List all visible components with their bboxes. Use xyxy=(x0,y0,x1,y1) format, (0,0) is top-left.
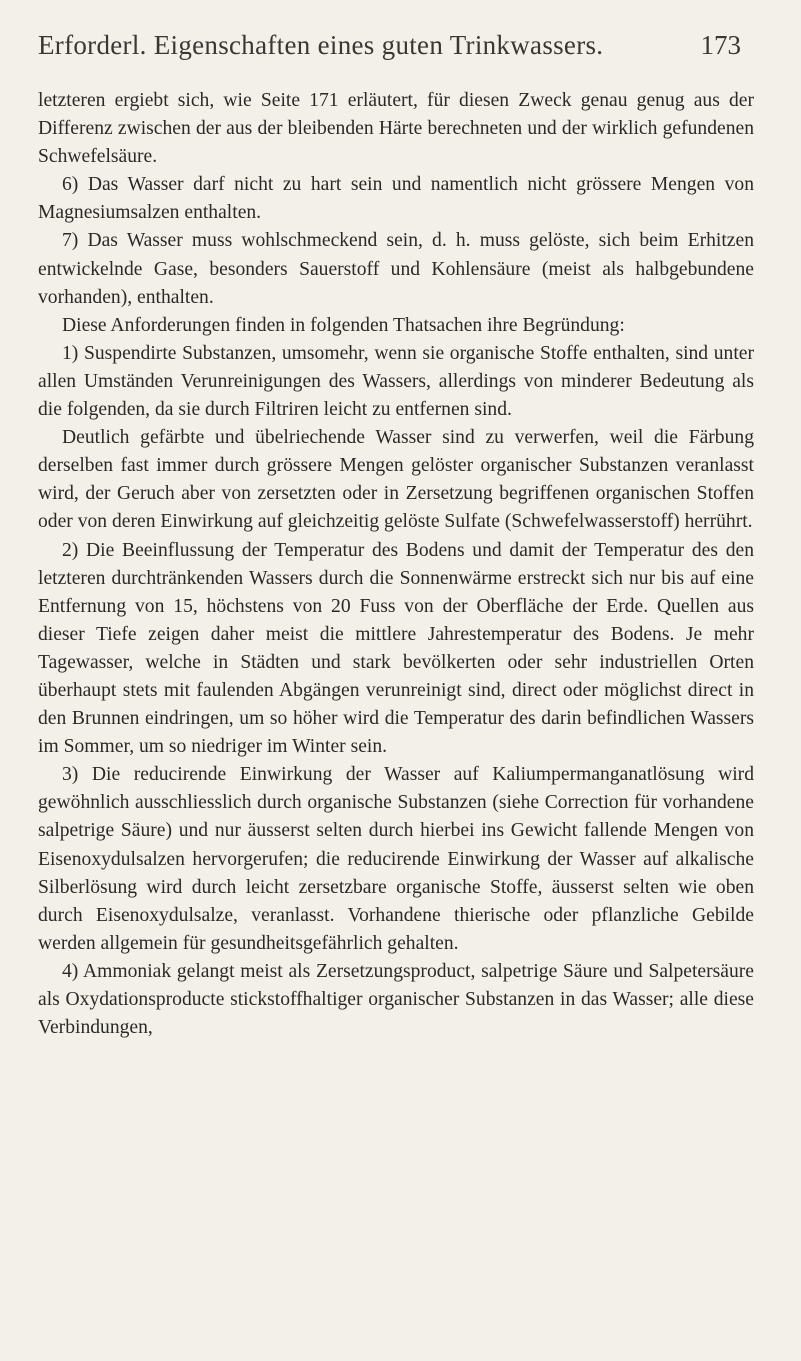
paragraph: 3) Die reducirende Einwirkung der Wasser auf Kaliumpermanganatlösung wird gewöhnlich ausschliesslich durch organische Substanzen (siehe Correction für vorhandene salpetrige Säure) und nur äusserst selten durch hierbei ins Gewicht fallende Mengen von Eisenoxydulsalzen hervorgerufen; die reducirende Einwirkung der Wasser auf alkalische Silberlösung wird durch leicht zersetzbare organische Stoffe, äusserst selten wie oben durch Eisenoxydulsalze, veranlasst. Vorhandene thierische oder pflanzliche Gebilde werden allgemein für gesundheitsgefährlich gehalten. xyxy=(38,764,754,954)
paragraph: 2) Die Beeinflussung der Temperatur des Bodens und damit der Temperatur des den letzteren durchtränkenden Wassers durch die Sonnenwärme erstreckt sich nur bis auf eine Entfernung von 15, höchstens von 20 Fuss von der Oberfläche der Erde. Quellen aus dieser Tiefe zeigen daher meist die mittlere Jahrestemperatur des Bodens. Je mehr Tagewasser, welche in Städten und stark bevölkerten oder sehr industriellen Orten überhaupt stets mit faulenden Abgängen verunreinigt sind, direct oder möglichst direct in den Brunnen eindringen, um so höher wird die Temperatur des darin befindlichen Wassers im Sommer, um so niedriger im Winter sein. xyxy=(38,539,754,758)
paragraph: 4) Ammoniak gelangt meist als Zersetzungsproduct, salpetrige Säure und Salpetersäure als Oxydationsproducte stickstoffhaltiger organischer Substanzen in das Wasser; alle diese Verbindungen, xyxy=(38,960,754,1039)
running-title: Erforderl. Eigenschaften eines guten Trinkwassers. xyxy=(38,30,604,60)
page-number: 173 xyxy=(700,30,741,60)
body-text xyxy=(38,87,754,1042)
paragraph: letzteren ergiebt sich, wie Seite 171 erläutert, für diesen Zweck genau genug aus der Differenz zwischen der aus der bleibenden Härte berechneten und der wirklich gefundenen Schwefelsäure. xyxy=(38,90,754,168)
paragraph: 6) Das Wasser darf nicht zu hart sein und namentlich nicht grössere Mengen von Magnesiumsalzen enthalten. xyxy=(38,174,754,224)
paragraph: 7) Das Wasser muss wohlschmeckend sein, d. h. muss gelöste, sich beim Erhitzen entwickelnde Gase, besonders Sauerstoff und Kohlensäure (meist als halbgebundene vorhanden), enthalten. xyxy=(38,230,754,308)
paragraph: Diese Anforderungen finden in folgenden Thatsachen ihre Begründung: xyxy=(62,314,625,336)
paragraph: 1) Suspendirte Substanzen, umsomehr, wenn sie organische Stoffe enthalten, sind unter allen Umständen Verunreinigungen des Wassers, allerdings von minderer Bedeutung als die folgenden, da sie durch Filtriren leicht zu entfernen sind. xyxy=(38,342,754,421)
paragraph: Deutlich gefärbte und übelriechende Wasser sind zu verwerfen, weil die Färbung derselben fast immer durch grössere Mengen gelöster organischer Substanzen veranlasst wird, der Geruch aber von zersetzten oder in Zersetzung begriffenen organischen Stoffen oder von deren Einwirkung auf gleichzeitig gelöste Sulfate (Schwefelwasserstoff) herrührt. xyxy=(38,427,754,533)
running-head xyxy=(38,30,749,78)
